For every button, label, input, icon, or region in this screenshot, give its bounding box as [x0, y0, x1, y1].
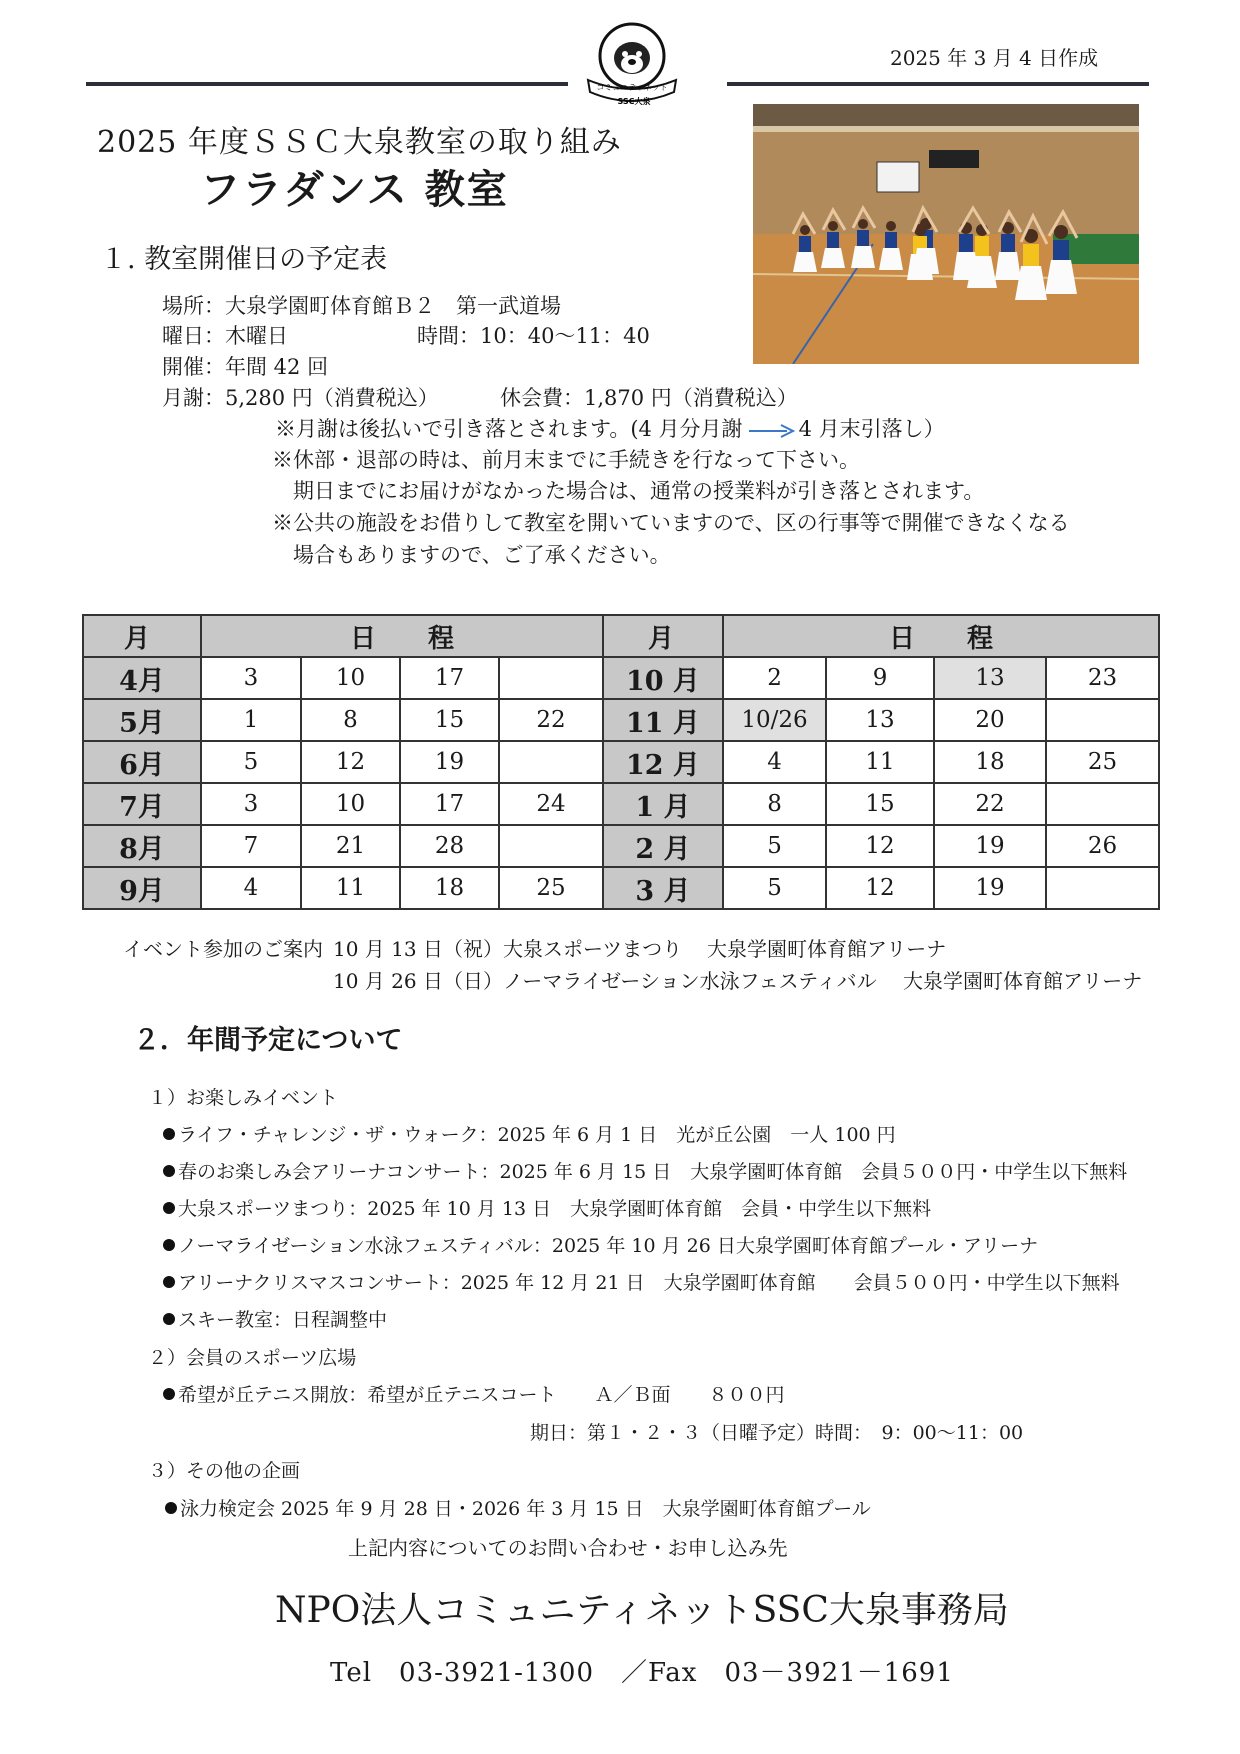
swim-text: 泳力検定会 2025 年 9 月 28 日・2026 年 3 月 15 日 大泉学園町体育館プール [180, 1498, 871, 1520]
month-cell: 2 月 [603, 825, 723, 867]
dates-header: 日 程 [723, 615, 1159, 657]
event-item-text: ノーマライゼーション水泳フェスティバル：2025 年 10 月 26 日大泉学園町体育館プール・アリーナ [178, 1235, 1039, 1257]
date-cell: 1 [201, 699, 301, 741]
date-cell [499, 741, 603, 783]
date-cell: 12 [826, 867, 934, 909]
section1-heading: １. 教室開催日の予定表 [100, 244, 388, 275]
date-cell: 4 [723, 741, 826, 783]
date-cell: 18 [934, 741, 1046, 783]
event-1-place: 大泉学園町体育館アリーナ [707, 937, 947, 961]
month-header: 月 [83, 615, 201, 657]
date-cell: 22 [934, 783, 1046, 825]
list-item [163, 1157, 1127, 1184]
date-cell: 10 [301, 657, 400, 699]
date-cell: 12 [826, 825, 934, 867]
month-header: 月 [603, 615, 723, 657]
table-row [83, 657, 1159, 699]
bullet-icon [165, 1502, 177, 1514]
withdraw-note: ※休部・退部の時は、前月末までに手続きを行なって下さい。 [272, 448, 860, 472]
tennis-text: 希望が丘テニス開放：希望が丘テニスコート Ａ／Ｂ面 ８００円 [178, 1384, 785, 1406]
month-cell: 1 月 [603, 783, 723, 825]
date-cell: 11 [301, 867, 400, 909]
page-title: 2025 年度ＳＳＣ大泉教室の取り組み [97, 125, 622, 160]
date-cell [1046, 783, 1159, 825]
month-cell: 4月 [83, 657, 201, 699]
times-info: 開催：年間 42 回 [162, 355, 329, 379]
list-item [163, 1231, 1038, 1258]
date-cell: 12 [301, 741, 400, 783]
date-cell: 13 [826, 699, 934, 741]
list-item [163, 1305, 387, 1332]
date-cell [499, 825, 603, 867]
subsection-events: １）お楽しみイベント [148, 1087, 339, 1109]
class-title: フラダンス 教室 [200, 167, 509, 213]
date-cell: 3 [201, 657, 301, 699]
date-cell: 5 [723, 825, 826, 867]
list-item [163, 1120, 896, 1147]
tennis-schedule: 期日：第１・２・３（日曜予定）時間： 9：00～11：00 [530, 1422, 1024, 1444]
event-item-text: ライフ・チャレンジ・ザ・ウォーク：2025 年 6 月 1 日 光が丘公園 一人 100 円 [178, 1124, 896, 1146]
date-cell: 8 [301, 699, 400, 741]
event-2-place: 大泉学園町体育館アリーナ [903, 969, 1143, 993]
date-cell: 26 [1046, 825, 1159, 867]
subsection-sports: ２）会員のスポーツ広場 [148, 1347, 357, 1369]
logo-text-bottom: SSC大泉 [617, 97, 651, 106]
date-cell: 15 [826, 783, 934, 825]
facility-note: ※公共の施設をお借りして教室を開いていますので、区の行事等で開催できなくなる [272, 511, 1070, 535]
date-cell: 21 [301, 825, 400, 867]
month-cell: 12 月 [603, 741, 723, 783]
date-cell [499, 657, 603, 699]
document-date: 2025 年 3 月 4 日作成 [890, 46, 1099, 70]
event-item-text: 大泉スポーツまつり：2025 年 10 月 13 日 大泉学園町体育館 会員・中学生以下無料 [178, 1198, 932, 1220]
date-cell: 24 [499, 783, 603, 825]
dates-header: 日 程 [201, 615, 603, 657]
event-item-text: 春のお楽しみ会アリーナコンサート：2025 年 6 月 15 日 大泉学園町体育館 会員５００円・中学生以下無料 [178, 1161, 1128, 1183]
date-cell: 17 [400, 783, 499, 825]
list-item [163, 1194, 931, 1221]
date-cell [1046, 867, 1159, 909]
schedule-table [82, 614, 1160, 910]
date-cell: 25 [1046, 741, 1159, 783]
header-line-left [86, 82, 568, 86]
month-cell: 11 月 [603, 699, 723, 741]
payment-note [275, 413, 945, 443]
facility-note-cont: 場合もありますので、ご了承ください。 [293, 543, 671, 567]
table-row [83, 741, 1159, 783]
place-info: 場所：大泉学園町体育館Ｂ２ 第一武道場 [162, 294, 561, 318]
subsection-other: ３）その他の企画 [148, 1460, 301, 1482]
date-cell: 22 [499, 699, 603, 741]
bullet-icon [163, 1165, 175, 1177]
events-label: イベント参加のご案内 [123, 937, 323, 961]
date-cell-highlight: 13 [934, 657, 1046, 699]
contact-numbers: Tel 03-3921-1300 ／Fax 03－3921－1691 [330, 1658, 954, 1688]
bullet-icon [163, 1239, 175, 1251]
month-cell: 8月 [83, 825, 201, 867]
date-cell: 5 [201, 741, 301, 783]
event-item-text: スキー教室：日程調整中 [178, 1309, 388, 1331]
leave-fee-info: 休会費：1,870 円（消費税込） [500, 386, 798, 410]
table-row [83, 825, 1159, 867]
deadline-note: 期日までにお届けがなかった場合は、通常の授業料が引き落とされます。 [293, 479, 985, 503]
table-row [83, 699, 1159, 741]
date-cell: 19 [400, 741, 499, 783]
office-name: NPO法人コミュニティネットSSC大泉事務局 [275, 1590, 1009, 1631]
bullet-icon [163, 1388, 175, 1400]
bullet-icon [163, 1276, 175, 1288]
bullet-icon [163, 1202, 175, 1214]
date-cell: 3 [201, 783, 301, 825]
date-cell: 15 [400, 699, 499, 741]
bullet-icon [163, 1313, 175, 1325]
table-row [83, 783, 1159, 825]
date-cell: 11 [826, 741, 934, 783]
date-cell: 28 [400, 825, 499, 867]
month-cell: 6月 [83, 741, 201, 783]
date-cell: 23 [1046, 657, 1159, 699]
logo-text-top: コミュニティネット [596, 83, 668, 92]
table-row [83, 867, 1159, 909]
day-info: 曜日：木曜日 [162, 324, 288, 348]
month-cell: 10 月 [603, 657, 723, 699]
section2-heading: ２．年間予定について [133, 1025, 403, 1056]
event-1: 10 月 13 日（祝）大泉スポーツまつり [333, 937, 683, 961]
date-cell: 2 [723, 657, 826, 699]
inquiry-text: 上記内容についてのお問い合わせ・お申し込み先 [348, 1536, 788, 1560]
date-cell: 7 [201, 825, 301, 867]
bullet-icon [163, 1128, 175, 1140]
list-item [163, 1268, 1120, 1295]
date-cell: 10 [301, 783, 400, 825]
hula-dance-photo [753, 104, 1139, 364]
payment-note-b: 4 月末引落し） [798, 417, 945, 441]
header-line-right [727, 82, 1149, 86]
date-cell: 18 [400, 867, 499, 909]
date-cell: 19 [934, 825, 1046, 867]
date-cell: 19 [934, 867, 1046, 909]
date-cell: 9 [826, 657, 934, 699]
event-2: 10 月 26 日（日）ノーマライゼーション水泳フェスティバル [333, 969, 877, 993]
date-cell: 25 [499, 867, 603, 909]
month-cell: 5月 [83, 699, 201, 741]
list-item [165, 1494, 871, 1521]
month-cell: 3 月 [603, 867, 723, 909]
date-cell: 17 [400, 657, 499, 699]
date-cell-highlight: 10/26 [723, 699, 826, 741]
date-cell: 20 [934, 699, 1046, 741]
date-cell: 8 [723, 783, 826, 825]
arrow-right-icon [747, 423, 795, 439]
date-cell: 5 [723, 867, 826, 909]
date-cell: 4 [201, 867, 301, 909]
month-cell: 9月 [83, 867, 201, 909]
table-header-row [83, 615, 1159, 657]
event-item-text: アリーナクリスマスコンサート：2025 年 12 月 21 日 大泉学園町体育館 会員５００円・中学生以下無料 [178, 1272, 1120, 1294]
month-cell: 7月 [83, 783, 201, 825]
date-cell [1046, 699, 1159, 741]
dog-logo-icon [582, 18, 682, 110]
fee-info: 月謝：5,280 円（消費税込） [162, 386, 439, 410]
list-item [163, 1380, 784, 1407]
payment-note-a: ※月謝は後払いで引き落とされます。(4 月分月謝 [275, 417, 743, 441]
time-info: 時間：10：40～11：40 [417, 324, 650, 348]
